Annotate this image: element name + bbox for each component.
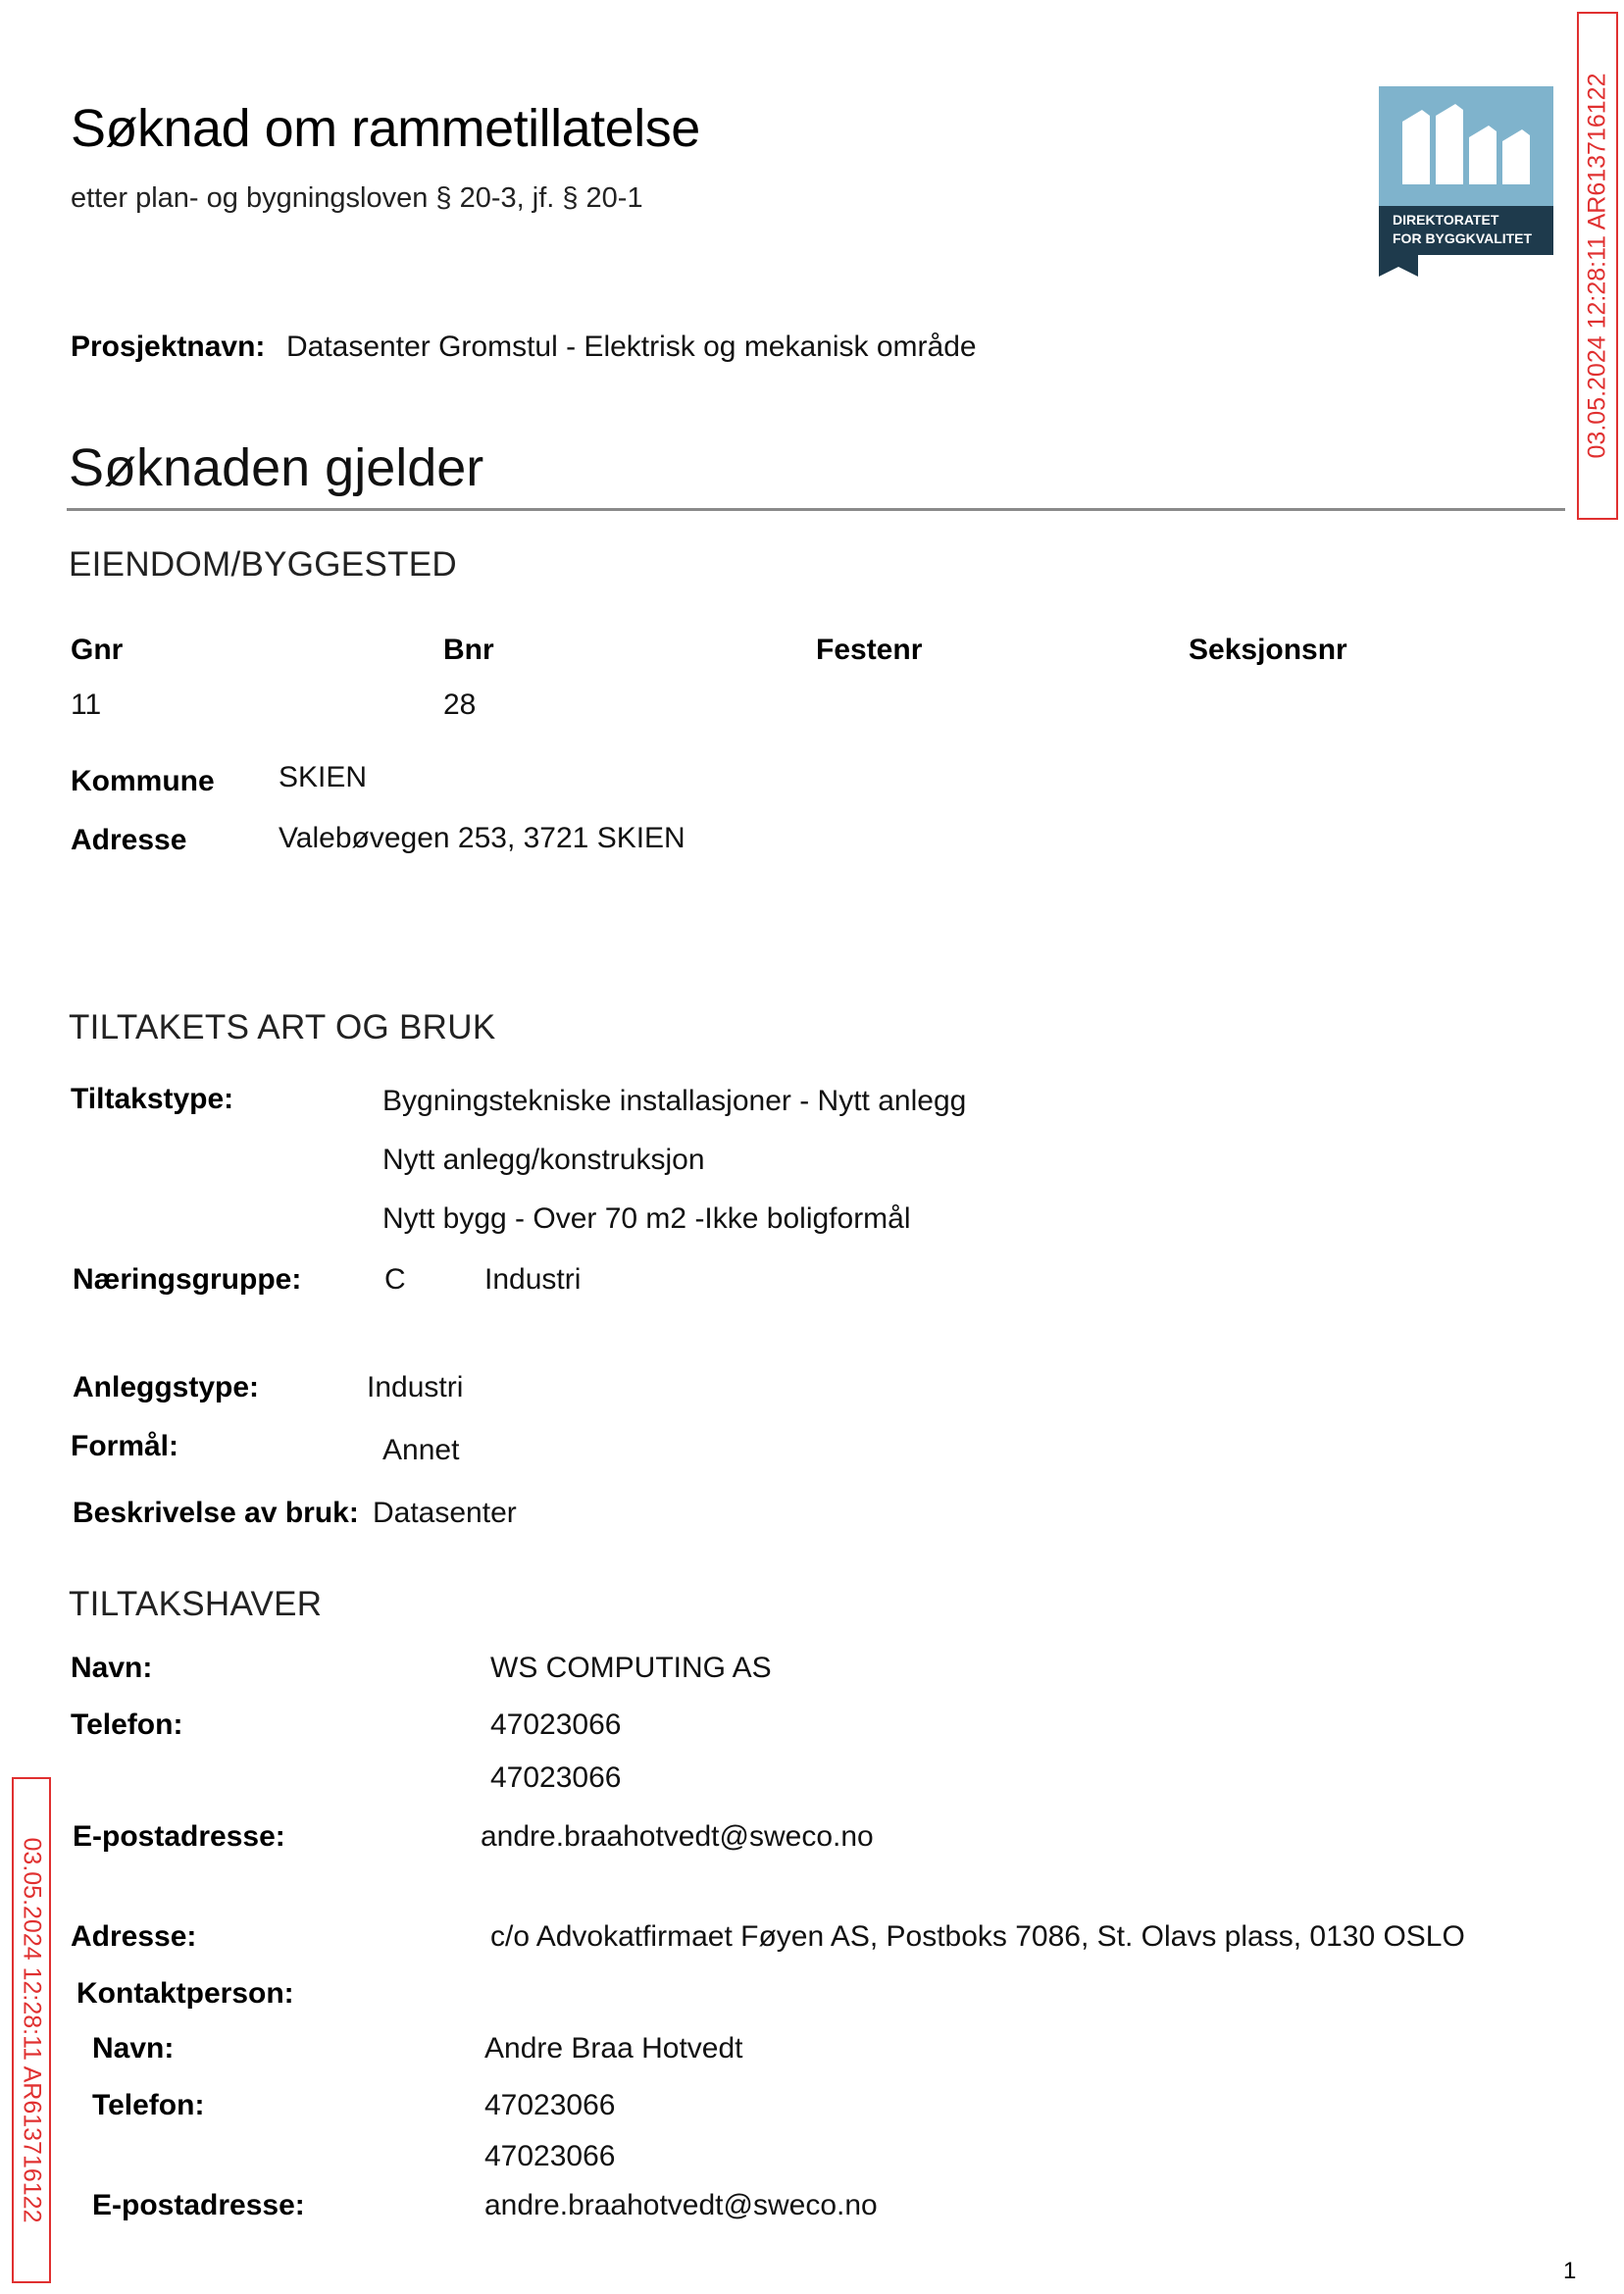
- kontakt-telefon-label: Telefon:: [92, 2089, 205, 2121]
- gnr-label: Gnr: [71, 634, 124, 666]
- kontakt-telefon-value: 47023066: [484, 2089, 616, 2121]
- kommune-value: SKIEN: [279, 761, 368, 793]
- tiltakstype-label: Tiltakstype:: [71, 1083, 234, 1115]
- naeringsgruppe-label: Næringsgruppe:: [73, 1263, 302, 1296]
- gnr-value: 11: [71, 688, 102, 721]
- eiendom-heading: EIENDOM/BYGGESTED: [69, 545, 457, 584]
- telefon-value-2: 47023066: [490, 1761, 622, 1794]
- bnr-label: Bnr: [443, 634, 494, 666]
- timestamp-stamp-top: [1577, 12, 1618, 520]
- kontakt-navn-value: Andre Braa Hotvedt: [484, 2032, 743, 2065]
- tiltakshaver-heading: TILTAKSHAVER: [69, 1585, 323, 1623]
- project-label: Prosjektnavn:: [71, 331, 266, 363]
- kontaktperson-label: Kontaktperson:: [76, 1977, 294, 2010]
- kommune-label: Kommune: [71, 765, 215, 797]
- section-divider: [67, 508, 1565, 511]
- stamp-text: 03.05.2024 12:28:11 AR613716122: [18, 1837, 46, 2223]
- dibk-logo-graphic: [1379, 86, 1553, 277]
- kontakt-telefon-value-2: 47023066: [484, 2140, 616, 2172]
- navn-value: WS COMPUTING AS: [490, 1652, 772, 1684]
- naeringsgruppe-code: C: [384, 1263, 406, 1296]
- adresse-value: Valebøvegen 253, 3721 SKIEN: [279, 822, 685, 854]
- tiltakshaver-adresse-label: Adresse:: [71, 1920, 197, 1953]
- epost-value: andre.braahotvedt@sweco.no: [481, 1820, 874, 1853]
- bnr-value: 28: [443, 688, 477, 721]
- formal-value: Annet: [382, 1434, 460, 1466]
- section-title: Søknaden gjelder: [69, 438, 484, 497]
- formal-label: Formål:: [71, 1430, 179, 1462]
- tiltakstype-value: Bygningstekniske installasjoner - Nytt anlegg: [382, 1085, 967, 1117]
- adresse-label: Adresse: [71, 824, 187, 856]
- tiltakstype-value: Nytt bygg - Over 70 m2 -Ikke boligformål: [382, 1202, 911, 1235]
- anleggstype-label: Anleggstype:: [73, 1371, 260, 1403]
- festenr-label: Festenr: [816, 634, 923, 666]
- telefon-label: Telefon:: [71, 1708, 183, 1741]
- page-number: 1: [1563, 2258, 1577, 2284]
- anleggstype-value: Industri: [367, 1371, 464, 1403]
- naeringsgruppe-value: Industri: [484, 1263, 582, 1296]
- dibk-logo: [1379, 86, 1553, 277]
- tiltakshaver-adresse-value: c/o Advokatfirmaet Føyen AS, Postboks 7086, St. Olavs plass, 0130 OSLO: [490, 1920, 1465, 1953]
- kontakt-navn-label: Navn:: [92, 2032, 175, 2065]
- kontakt-epost-label: E-postadresse:: [92, 2189, 305, 2221]
- document-subtitle: etter plan- og bygningsloven § 20-3, jf. § 20-1: [71, 182, 643, 214]
- stamp-text: 03.05.2024 12:28:11 AR613716122: [1583, 73, 1611, 459]
- timestamp-stamp-left: [12, 1777, 51, 2283]
- project-value: Datasenter Gromstul - Elektrisk og mekanisk område: [286, 331, 977, 363]
- telefon-value: 47023066: [490, 1708, 622, 1741]
- epost-label: E-postadresse:: [73, 1820, 285, 1853]
- beskrivelse-value: Datasenter: [373, 1497, 517, 1529]
- logo-line1: DIREKTORATET: [1393, 212, 1499, 228]
- beskrivelse-label: Beskrivelse av bruk:: [73, 1497, 359, 1529]
- tiltak-heading: TILTAKETS ART OG BRUK: [69, 1008, 496, 1046]
- navn-label: Navn:: [71, 1652, 153, 1684]
- seksjonsnr-label: Seksjonsnr: [1189, 634, 1347, 666]
- kontakt-epost-value: andre.braahotvedt@sweco.no: [484, 2189, 878, 2221]
- tiltakstype-value: Nytt anlegg/konstruksjon: [382, 1144, 705, 1176]
- logo-line2: FOR BYGGKVALITET: [1393, 230, 1533, 246]
- document-title: Søknad om rammetillatelse: [71, 99, 700, 158]
